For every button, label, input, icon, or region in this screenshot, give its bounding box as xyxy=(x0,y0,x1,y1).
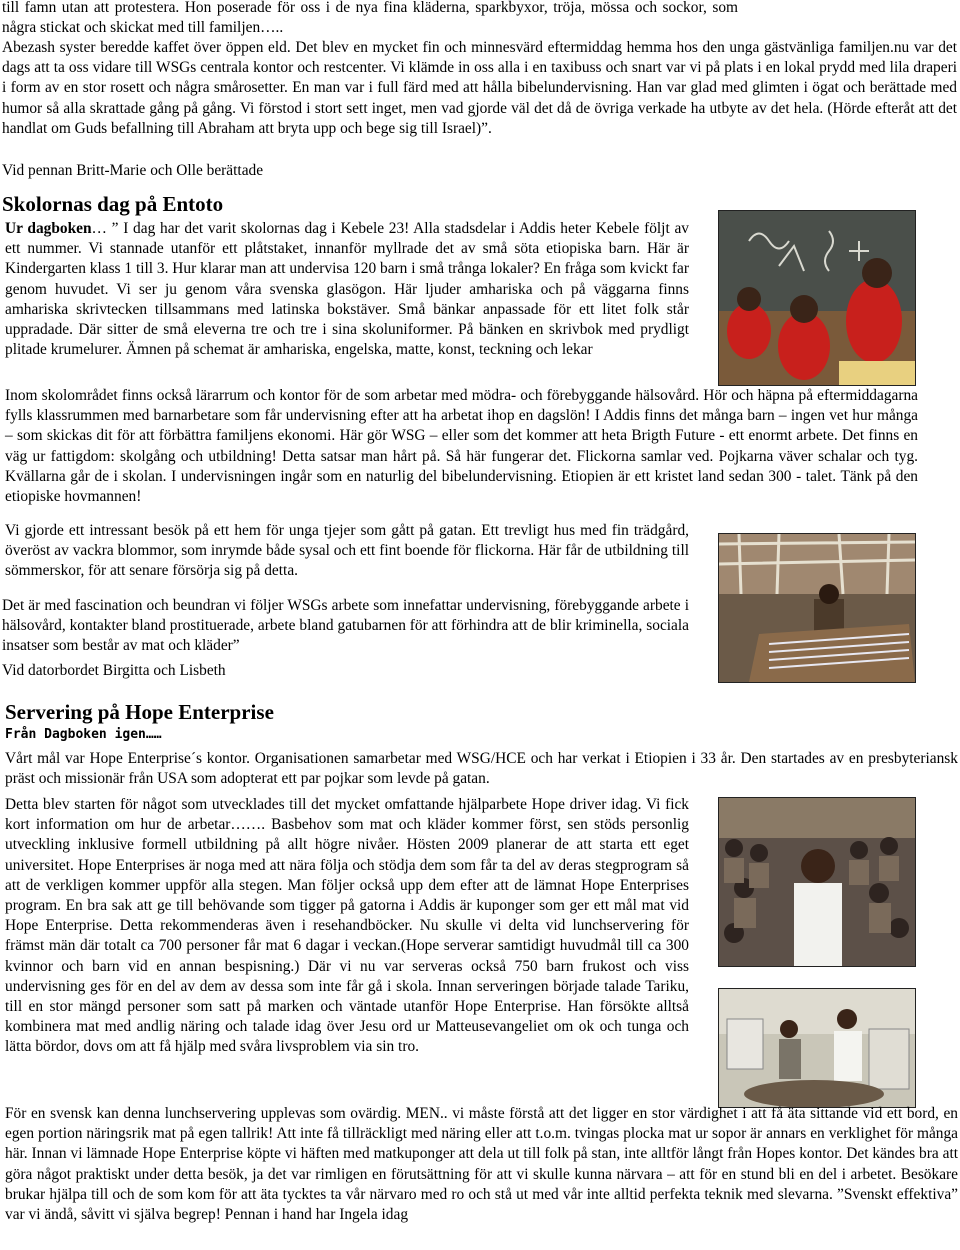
photo-weaving-workshop xyxy=(718,533,916,683)
section2-paragraph-3: För en svensk kan denna lunchservering upplevas som ovärdig. MEN.. vi måste förstå att det ligger en stor värdighet i att få äta sittande vid ett bord, en egen portion näringsrik mat på egen tallrik! Att inte få tillräckligt med näring eller att t.o.m. tvingas plocka mat ur sopor är annars en verklighet för många här. Innan vi lämnade Hope Enterprise köpte vi häften med matkuponger att dela ut till folk på stan, inte alltför långt från Hopes kontor. Det kändes bra att göra något praktiskt under detta besök, ja det var rimligen en förutsättning för att vi skulle kunna närvara – att för en stund bli en del i arbetet. Besökare brukar hjälpa till och de som kom för att äta tycktes ta vår närvaro med ro och stå ut med vår inte alltid perfekta teknik med slevarna. ”Svenskt effektiva” var vi ändå, såvitt vi själva begrep! Pennan i hand har Ingela idag xyxy=(5,1105,958,1224)
photo-children-chalkboard xyxy=(718,210,916,386)
section2-subheading: Från Dagboken igen…… xyxy=(5,727,162,742)
intro-signature: Vid pennan Britt-Marie och Olle berättade xyxy=(2,162,264,179)
dagboken-label: Ur dagboken xyxy=(5,220,92,237)
photo-kitchen-serving xyxy=(718,988,916,1108)
section-heading-hope-enterprise: Servering på Hope Enterprise xyxy=(5,700,274,724)
photo-hope-crowd xyxy=(718,797,916,967)
section1-signature: Vid datorbordet Birgitta och Lisbeth xyxy=(2,662,226,679)
section-heading-skolornas-dag: Skolornas dag på Entoto xyxy=(2,192,224,216)
intro-paragraph-2: Abezash syster beredde kaffet över öppen eld. Det blev en mycket fin och minnesvärd eftermiddag hemma hos den unga gästvänliga familjen.nu var det dags att ta oss vidare till WSGs centrala kontor och restcenter. Vi klämde in oss alla i en taxibuss och snart var vi på plats i en lokal prydd med lila draperi i form av en stor rosett och några smårosetter. En man var i full färd med att hålla bibelundervisning. Han var glad med glimten i ögat och berättade med humor så alla skrattade gång på gång. Vi förstod i stort sett inget, men vad gjorde väl det då de övriga verkade ha utbyte av det hela. (Hörde efteråt att det handlat om Guds befallning till Abraham att bryta upp och bege sig till Israel)”. xyxy=(2,39,957,137)
section1-paragraph-2: Inom skolområdet finns också lärarrum och kontor för de som arbetar med mödra- och förebyggande hälsovård. Hör och häpna på eftermiddagarna fylls klassrummen med barnarbetare som får undervisning efter att ha arbetat ihop en dagslön! I Addis finns det många barn – ingen vet hur många – som skickas dit för att förbättra familjens ekonomi. Här gör WSG – eller som det kommer att heta Brigth Future - ett enormt arbete. Det finns en väg ur fattigdom: skolgång och utbildning! Detta satsar man hårt på. Så här fungerar det. Flickorna samlar ved. Pojkarna väver schalar och tyg. Kvällarna går de i skolan. I undervisningen ingår som en naturlig del bibelundervisning. Etiopien är ett kristet land sedan 300 - talet. Tänk på den etiopiske hovmannen! xyxy=(5,387,918,506)
section2-paragraph-1: Vårt mål var Hope Enterprise´s kontor. Organisationen samarbetar med WSG/HCE och har verkat i Etiopien i 33 år. Den startades av en presbyteriansk präst och missionär från USA som adopterat ett par pojkar som levde på gatan. xyxy=(5,750,958,788)
section1-paragraph-3: Vi gjorde ett intressant besök på ett hem för unga tjejer som gått på gatan. Ett trevligt hus med fin trädgård, överöst av vackra blommor, som inrymde både sysal och ett fint boende för flickorna. Här får de utbildning till sömmerskor, för att senare försörja sig på detta. xyxy=(5,522,689,580)
intro-paragraph-1: till famn utan att protestera. Hon poserade för oss i de nya fina kläderna, sparkbyxor, tröja, mössa och sockor, som några stickat och skickat med till familjen….. xyxy=(2,0,738,37)
section1-paragraph-4: Det är med fascination och beundran vi följer WSGs arbete som innefattar undervisning, förebyggande arbete i hälsovård, kontakter bland prostituerade, arbete bland gatubarnen för att förhindra att de blir kriminella, sociala insatser som består av mat och kläder” xyxy=(2,597,689,655)
section2-paragraph-2: Detta blev starten för något som utvecklades till det mycket omfattande hjälparbete Hope driver idag. Vi fick kort information om hur de arbetar……. Basbehov som mat och kläder kommer först, sen stöds personlig utveckling inklusive formell utbildning på allt högre nivåer. Hösten 2009 planerar de att starta ett eget universitet. Hope Enterprises är noga med att nära följa och stödja dem som får ta del av deras stegprogram så att de verkligen kommer uppför alla stegen. Man följer också upp dem efter att de lämnat Hope Enterprises program. En bra sak att ge till behövande som tigger på gatorna i Addis är kuponger som ger ett mål mat vid Hope Enterprise. Detta rekommenderas även i resehandböcker. Nu skulle vi delta vid lunchservering för främst män där totalt ca 700 personer får mat 6 dagar i veckan.(Hope serverar samtidigt huvudmål till ca 300 kvinnor och barn vid en annan bespisning.) Där vi nu var serveras också 750 barn frukost och viss undervisning ges för en del av dem av dessa som inte får gå i skola. Innan serveringen började talade Tariku, till en stor mängd personer som satt på marken och väntade utanför Hope Enterprise. Han försökte alltså kombinera mat med andlig näring och talade idag över Jesu ord ur Matteusevangeliet om ok och tunga och lätta bördor, dovs om att få hjälp med svåra livsproblem via sin tro. xyxy=(5,796,689,1056)
section1-lead-paragraph: Ur dagboken… ” I dag har det varit skolornas dag i Kebele 23! Alla stadsdelar i Addis heter Kebele följt av ett nummer. Vi stannade utanför ett plåtstaket, innanför myllrade det av små söta etiopiska barn. Här är Kindergarten klass 1 till 3. Hur klarar man att undervisa 120 barn i små trånga lokaler? En fråga som kvickt far genom huvudet. Vi ser ju genom våra svenska glasögon. Här ljuder amhariska och på väggarna finns amhariska skrivtecken tillsammans med latinska bokstäver. Små bänkar anpassade för ett litet folk står uppradade. Där sitter de små eleverna tre och tre i sina skoluniformer. På bänken en skrivbok med prydligt plitade krumelurer. Ämnen på schemat är amhariska, engelska, matte, konst, teckning och lekar xyxy=(5,220,689,359)
